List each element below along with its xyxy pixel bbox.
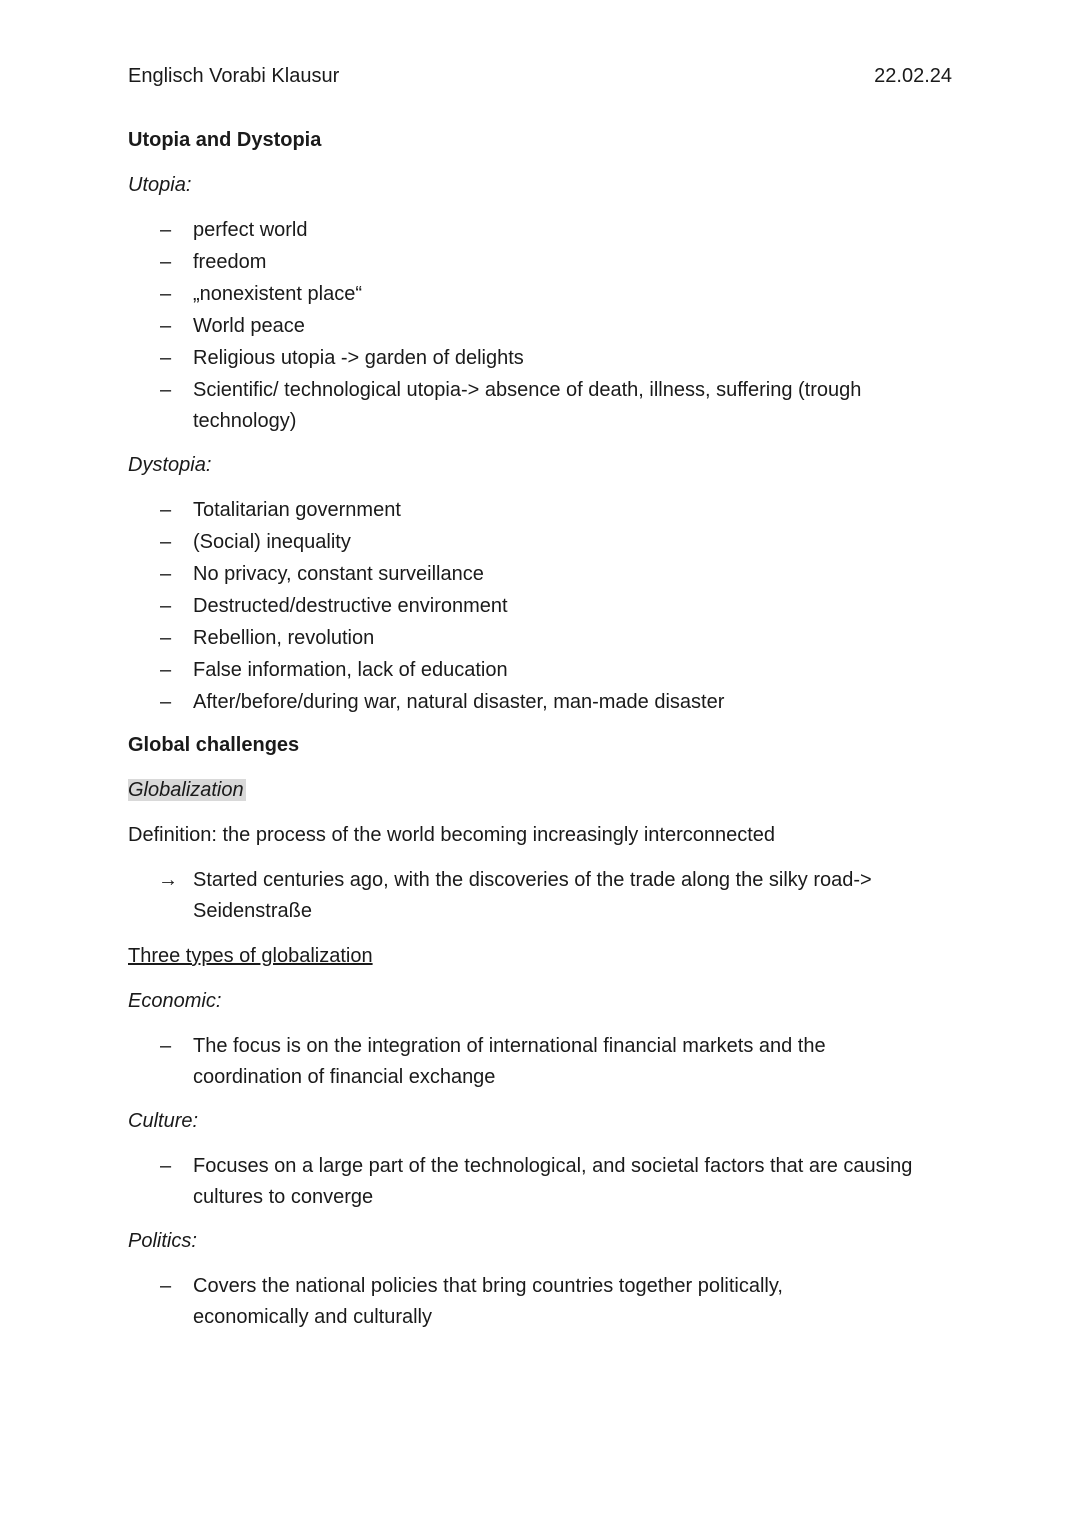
list-item: – Totalitarian government [128, 495, 952, 527]
dash-bullet: – [160, 379, 172, 401]
dash-bullet: – [160, 563, 172, 585]
document-title: Englisch Vorabi Klausur [128, 65, 340, 87]
list-item: – False information, lack of education [128, 655, 952, 687]
list-item: – Scientific/ technological utopia-> absence of death, illness, suffering (trough technology) [128, 375, 952, 436]
list-item: – „nonexistent place“ [128, 279, 952, 311]
dash-bullet: – [160, 1035, 172, 1057]
dash-bullet: – [160, 251, 172, 273]
section-heading-utopia-dystopia: Utopia and Dystopia [128, 129, 322, 151]
list-item: – After/before/during war, natural disaster, man-made disaster [128, 687, 952, 719]
arrow-note: → Started centuries ago, with the discoveries of the trade along the silky road-> Seidenstraße [128, 865, 952, 926]
dash-bullet: – [160, 1155, 172, 1177]
document-date: 22.02.24 [874, 65, 952, 87]
list-item: – The focus is on the integration of international financial markets and the coordination of financial exchange [128, 1031, 952, 1092]
politics-label: Politics: [128, 1230, 197, 1252]
culture-list [128, 1151, 952, 1212]
utopia-list [128, 215, 952, 436]
culture-label: Culture: [128, 1110, 199, 1132]
list-item: – Rebellion, revolution [128, 623, 952, 655]
globalization-label: Globalization [128, 779, 244, 801]
economic-list [128, 1031, 952, 1092]
list-item: – Religious utopia -> garden of delights [128, 343, 952, 375]
list-item: – (Social) inequality [128, 527, 952, 559]
dash-bullet: – [160, 315, 172, 337]
three-types-label: Three types of globalization [128, 945, 373, 967]
list-item: – World peace [128, 311, 952, 343]
politics-list [128, 1271, 952, 1332]
dash-bullet: – [160, 219, 172, 241]
dash-bullet: – [160, 347, 172, 369]
list-item: – perfect world [128, 215, 952, 247]
dash-bullet: – [160, 531, 172, 553]
dash-bullet: – [160, 283, 172, 305]
dystopia-label: Dystopia: [128, 454, 212, 476]
section-heading-global-challenges: Global challenges [128, 734, 300, 756]
list-item: – Destructed/destructive environment [128, 591, 952, 623]
dash-bullet: – [160, 627, 172, 649]
list-item: – No privacy, constant surveillance [128, 559, 952, 591]
definition-text: Definition: the process of the world becoming increasingly interconnected [128, 824, 776, 846]
list-item: – Focuses on a large part of the technological, and societal factors that are causing cultures to converge [128, 1151, 952, 1212]
economic-label: Economic: [128, 990, 222, 1012]
list-item: – Covers the national policies that bring countries together politically, economically and culturally [128, 1271, 952, 1332]
document-page [128, 60, 952, 1332]
utopia-label: Utopia: [128, 174, 192, 196]
dash-bullet: – [160, 659, 172, 681]
dash-bullet: – [160, 691, 172, 713]
dystopia-list [128, 495, 952, 719]
list-item: – freedom [128, 247, 952, 279]
page-header [128, 60, 952, 94]
dash-bullet: – [160, 1275, 172, 1297]
dash-bullet: – [160, 499, 172, 521]
arrow-right-icon: → [158, 869, 178, 891]
dash-bullet: – [160, 595, 172, 617]
